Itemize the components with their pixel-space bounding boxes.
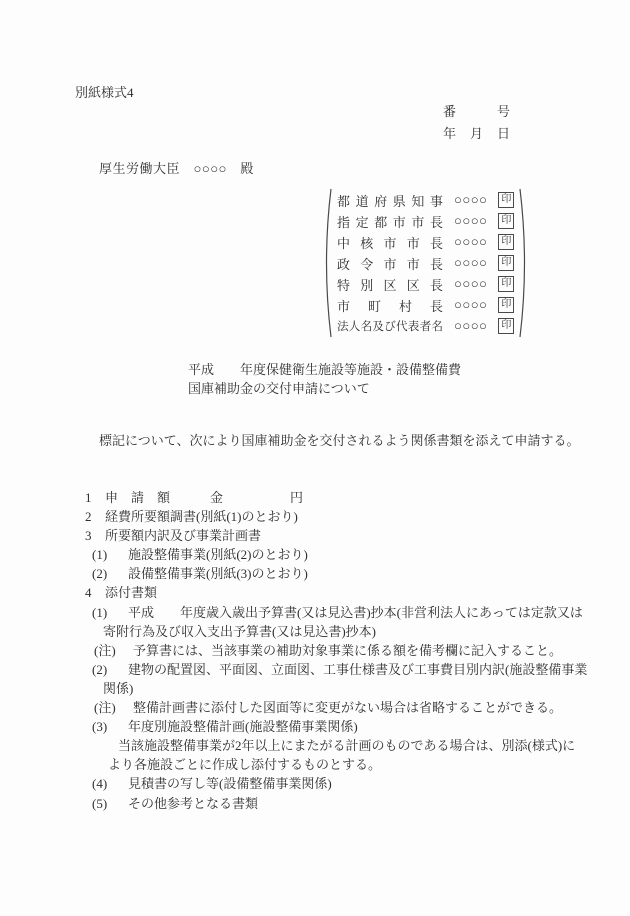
signer-name-placeholder: ○○○○ xyxy=(454,234,488,249)
item-text: より各施設ごとに作成し添付するものとする。 xyxy=(108,757,382,773)
note-marker: (注) xyxy=(94,642,116,658)
signer-title: 中核市市長 xyxy=(337,235,443,251)
document-title-line2: 国庫補助金の交付申請について xyxy=(188,381,370,396)
signer-name-placeholder: ○○○○ xyxy=(454,213,488,228)
item-text: その他参考となる書類 xyxy=(128,795,259,811)
note-marker: (注) xyxy=(94,700,116,716)
signer-name-placeholder: ○○○○ xyxy=(454,276,488,291)
signer-rows xyxy=(337,190,514,337)
item-text: 経費所要額調書(別紙(1)のとおり) xyxy=(105,509,298,525)
item-number: 1 xyxy=(85,490,92,505)
subitem-number: (1) xyxy=(92,547,108,563)
number-label: 番 xyxy=(443,104,457,119)
list-note xyxy=(94,698,587,717)
list-continuation xyxy=(118,736,587,755)
day-label: 日 xyxy=(496,126,510,141)
signer-row xyxy=(337,316,514,337)
signer-row xyxy=(337,295,514,316)
item-number: 2 xyxy=(85,509,92,525)
signer-row xyxy=(337,253,514,274)
item-text: 添付書類 xyxy=(105,585,158,601)
seal-mark: 印 xyxy=(498,213,514,229)
seal-mark: 印 xyxy=(498,255,514,271)
number-suffix-label: 号 xyxy=(496,104,510,119)
item-text: 平成 年度歳入歳出予算書(又は見込書)抄本(非営利法人にあっては定款又は xyxy=(128,604,583,620)
seal-mark: 印 xyxy=(498,276,514,292)
item-number: 4 xyxy=(85,585,92,601)
subitem-number: (1) xyxy=(92,604,108,620)
item-text: 当該施設整備事業が2年以上にまたがる計画のものである場合は、別添(様式)に xyxy=(118,738,576,754)
list-continuation xyxy=(103,679,587,698)
list-note xyxy=(94,641,587,660)
seal-mark: 印 xyxy=(498,192,514,208)
left-parenthesis xyxy=(321,187,332,339)
seal-mark: 印 xyxy=(498,234,514,250)
subitem-number: (2) xyxy=(92,661,108,677)
list-item-application-amount xyxy=(85,488,587,507)
signer-title: 市町村長 xyxy=(337,298,443,314)
item-text: 関係) xyxy=(103,680,134,696)
form-number-label: 別紙様式4 xyxy=(75,85,134,100)
year-label: 年 xyxy=(443,126,457,141)
subitem-number: (3) xyxy=(92,719,108,735)
list-item xyxy=(85,583,587,602)
item-text: 整備計画書に添付した図面等に変更がない場合は省略することができる。 xyxy=(133,700,563,716)
signer-row xyxy=(337,190,514,211)
item-list xyxy=(85,488,587,813)
list-continuation xyxy=(108,755,587,774)
item-text: 所要額内訳及び事業計画書 xyxy=(105,528,262,544)
right-parenthesis xyxy=(519,187,530,339)
list-subitem xyxy=(92,774,587,793)
currency-prefix-label: 金 xyxy=(210,490,224,505)
signer-row xyxy=(337,211,514,232)
list-subitem xyxy=(92,660,587,679)
month-label: 月 xyxy=(469,126,483,141)
subitem-number: (2) xyxy=(92,566,108,582)
seal-mark: 印 xyxy=(498,297,514,313)
signer-name-placeholder: ○○○○ xyxy=(454,192,488,207)
list-subitem xyxy=(92,545,587,564)
list-subitem xyxy=(92,794,587,813)
list-item xyxy=(85,526,587,545)
subitem-number: (5) xyxy=(92,795,108,811)
document-number-date-block xyxy=(443,101,510,145)
addressee-line: 厚生労働大臣 ○○○○ 殿 xyxy=(99,161,254,176)
body-paragraph: 標記について、次により国庫補助金を交付されるよう関係書類を添えて申請する。 xyxy=(99,433,580,448)
currency-unit-label: 円 xyxy=(290,490,304,505)
item-text: 見積書の写し等(設備整備事業関係) xyxy=(128,776,332,792)
signer-name-placeholder: ○○○○ xyxy=(454,318,488,333)
list-subitem xyxy=(92,717,587,736)
document-title-line1: 平成 年度保健衛生施設等施設・設備整備費 xyxy=(188,362,462,377)
signer-block xyxy=(321,187,530,339)
item-text: 年度別施設整備計画(施設整備事業関係) xyxy=(128,719,358,735)
item-text: 寄附行為及び収入支出予算書(又は見込書)抄本) xyxy=(103,623,376,639)
signer-title: 指定都市市長 xyxy=(337,214,443,230)
item-text: 施設整備事業(別紙(2)のとおり) xyxy=(128,547,308,563)
signer-title: 特別区区長 xyxy=(337,277,443,293)
item-text: 建物の配置図、平面図、立面図、工事仕様書及び工事費目別内訳(施設整備事業 xyxy=(128,661,588,677)
subitem-number: (4) xyxy=(92,776,108,792)
document-title xyxy=(188,360,461,398)
signer-name-placeholder: ○○○○ xyxy=(454,255,488,270)
item-number: 3 xyxy=(85,528,92,544)
seal-mark: 印 xyxy=(498,318,514,334)
item-text: 設備整備事業(別紙(3)のとおり) xyxy=(128,566,308,582)
signer-row xyxy=(337,232,514,253)
document-date-line xyxy=(443,123,510,145)
signer-row xyxy=(337,274,514,295)
list-continuation xyxy=(103,622,587,641)
list-subitem xyxy=(92,603,587,622)
signer-title: 法人名及び代表者名 xyxy=(337,320,443,333)
signer-title: 政令市市長 xyxy=(337,256,443,272)
signer-name-placeholder: ○○○○ xyxy=(454,297,488,312)
document-number-line xyxy=(443,101,510,123)
signer-title: 都道府県知事 xyxy=(337,193,443,209)
list-subitem xyxy=(92,564,587,583)
item-label: 申 請 額 xyxy=(105,490,171,505)
item-text: 予算書には、当該事業の補助対象事業に係る額を備考欄に記入すること。 xyxy=(133,642,563,658)
list-item xyxy=(85,507,587,526)
